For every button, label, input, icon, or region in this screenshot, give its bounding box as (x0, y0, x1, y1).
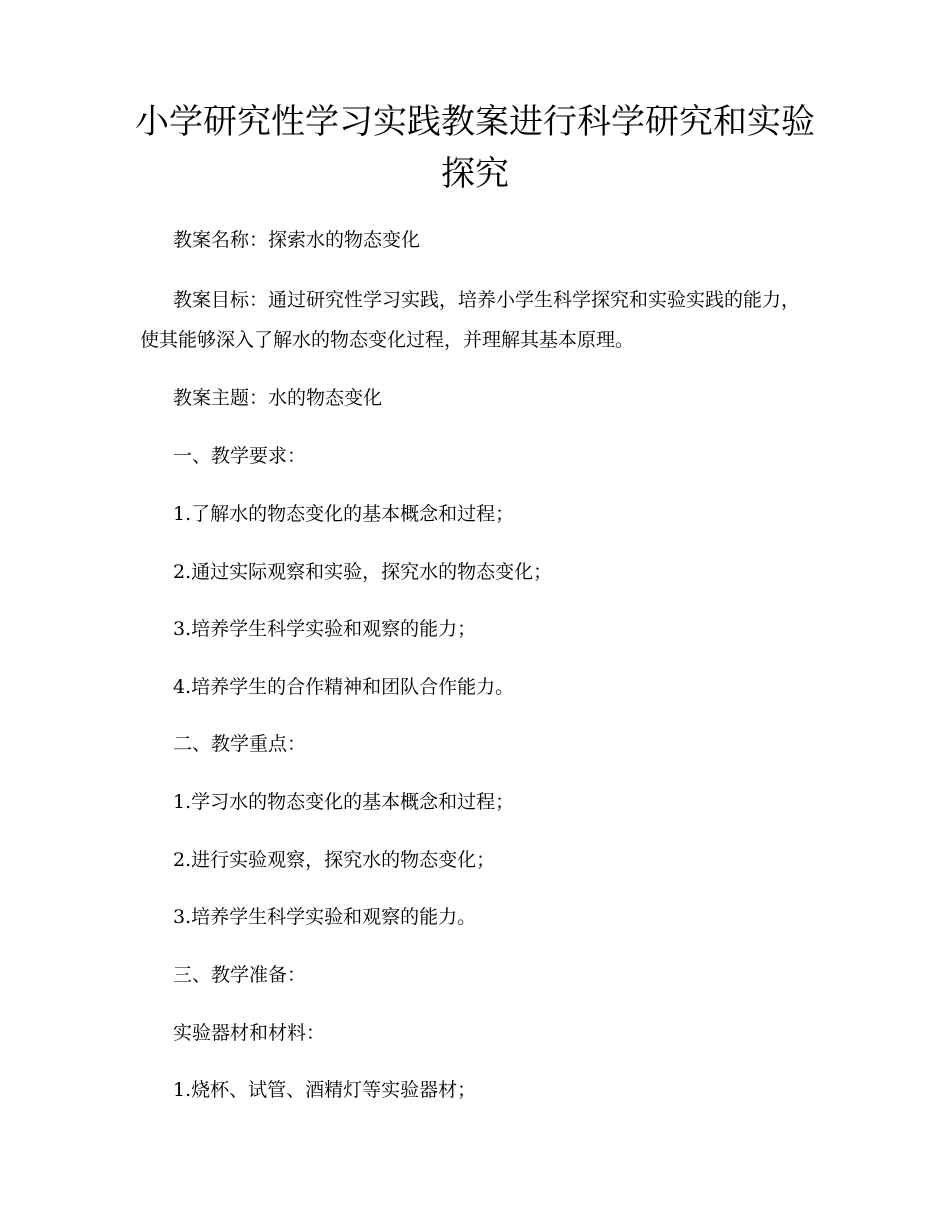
lesson-theme-paragraph: 教案主题：水的物态变化 (173, 387, 383, 409)
focus-item-2: 2.进行实验观察，探究水的物态变化； (173, 849, 496, 871)
lesson-goal-paragraph: 教案目标：通过研究性学习实践，培养小学生科学探究和实验实践的能力，使其能够深入了解水的物态变化过程，并理解其基本原理。 (140, 289, 801, 351)
materials-heading: 实验器材和材料： (173, 1022, 326, 1044)
materials-item-1: 1.烧杯、试管、酒精灯等实验器材； (173, 1079, 477, 1101)
teaching-preparation-heading: 三、教学准备： (173, 964, 307, 986)
focus-item-3: 3.培养学生科学实验和观察的能力。 (173, 906, 477, 928)
focus-item-1: 1.学习水的物态变化的基本概念和过程； (173, 791, 515, 813)
requirement-item-2: 2.通过实际观察和实验，探究水的物态变化； (173, 561, 553, 583)
requirement-item-4: 4.培养学生的合作精神和团队合作能力。 (173, 676, 515, 698)
requirement-item-3: 3.培养学生科学实验和观察的能力； (173, 618, 477, 640)
lesson-name-paragraph: 教案名称：探索水的物态变化 (173, 229, 421, 251)
teaching-focus-heading: 二、教学重点： (173, 733, 307, 755)
requirement-item-1: 1.了解水的物态变化的基本概念和过程； (173, 503, 515, 525)
teaching-requirements-heading: 一、教学要求： (173, 445, 307, 467)
document-title: 小学研究性学习实践教案进行科学研究和实验探究 (135, 102, 815, 194)
